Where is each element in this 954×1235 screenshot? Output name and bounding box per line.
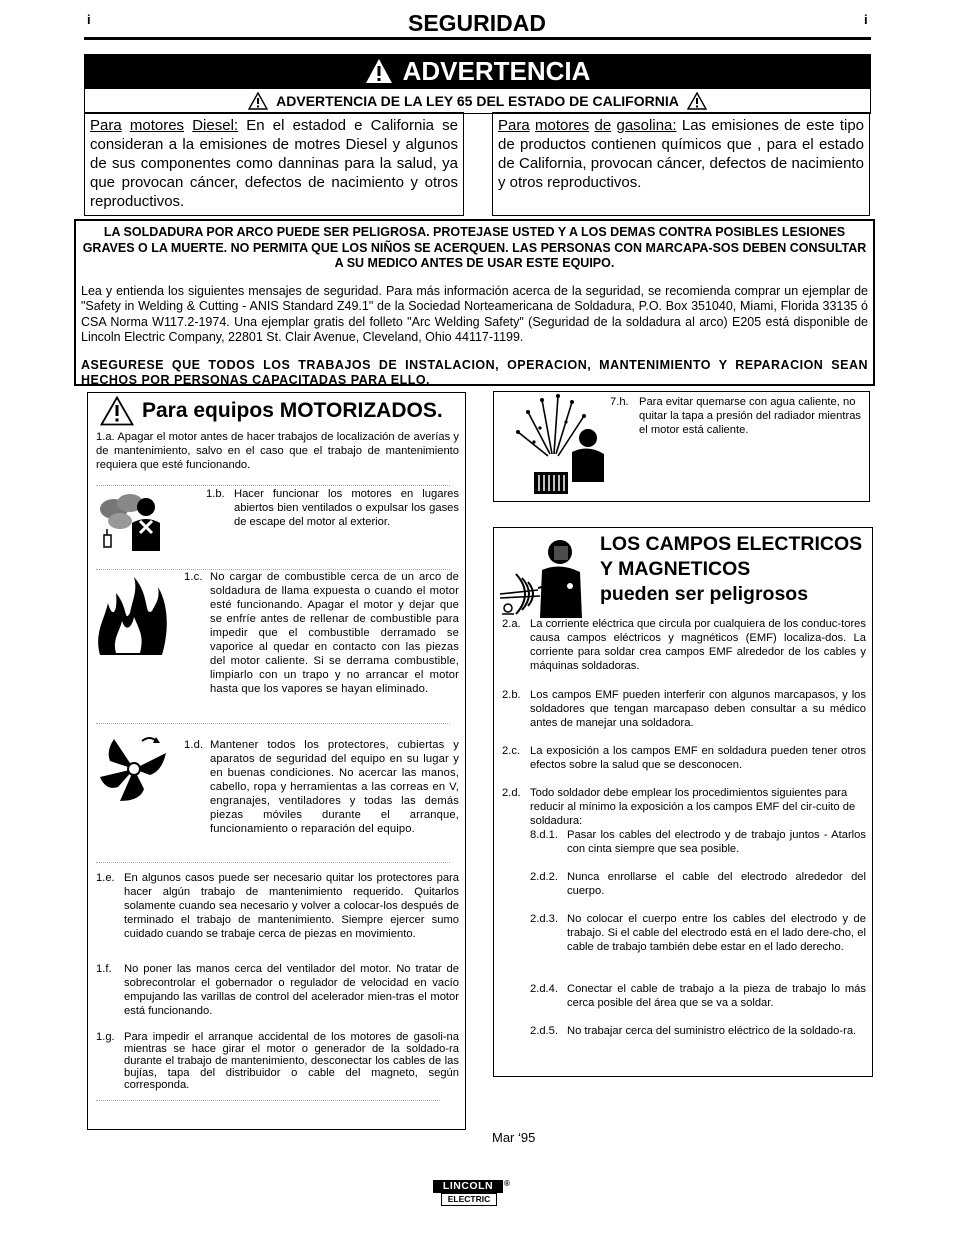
emf-section-title	[600, 532, 862, 607]
item-number: 2.d.5.	[530, 1025, 558, 1037]
diesel-warning-text: En el estadod e California se consideran a la emisiones de motres Diesel y algunos de sus componentes como danninas para la salud, ya que provocan cáncer, defectos de nacimiento y otros reproductivos.	[90, 117, 459, 210]
warning-triangle-icon	[100, 396, 134, 426]
engine-section-title: Para equipos MOTORIZADOS.	[142, 399, 443, 422]
item-text: No cargar de combustible cerca de un arco de soldadura de llama expuesta o cuando el motor esté funcionando. Apagar el motor y dejar que se enfríe antes de rellenar de combustible para impedir que el combustible derramado se vaporice al quedar en contacto con las piezas del motor caliente. Si se derrama combustible, limpiarlo con un trapo y no arrancar el motor hasta que los vapores se hayan eliminado.	[210, 571, 459, 695]
item-text: No trabajar cerca del suministro eléctrico de la soldado-ra.	[567, 1025, 857, 1037]
item-text: Conectar el cable de trabajo a la pieza de trabajo lo más cerca posible del área que se va a soldar.	[567, 983, 866, 1009]
sub-list-item	[530, 828, 866, 856]
list-item	[96, 962, 459, 1018]
hot-radiator-steam-icon	[512, 392, 604, 500]
logo-line2: ELECTRIC	[441, 1193, 497, 1206]
emf-title-line: Y MAGNETICOS	[600, 558, 751, 580]
logo-line1: LINCOLN	[433, 1180, 503, 1193]
diesel-lead-word: motores	[129, 117, 185, 134]
gasoline-warning-box	[492, 112, 870, 216]
page-number-left: i	[87, 12, 91, 27]
main-warning-footer: ASEGURESE QUE TODOS LOS TRABAJOS DE INSTALACION, OPERACION, MANTENIMIENTO Y REPARACION SEAN HECHOS POR PERSONAS CAPACITADAS PARA ELLO.	[81, 357, 868, 387]
radiator-warning-box	[493, 391, 870, 502]
item-number: 1.b.	[206, 488, 225, 500]
sub-list-item	[530, 982, 866, 1010]
divider	[96, 723, 450, 724]
gasoline-lead-word: gasolina:	[616, 117, 677, 134]
gasoline-warning-text: Las emisiones de este tipo de productos contienen químicos que , para el estado de California, provocan cáncer, defectos de nacimiento y otros reproductivos.	[498, 117, 865, 191]
item-text: No colocar el cuerpo entre los cables del electrodo y de trabajo. Si el cable del electrodo está en el lado dere-cho, el cable de trabajo también debe estar en el lado derecho.	[567, 913, 866, 953]
item-text: Hacer funcionar los motores en lugares abiertos bien ventilados o expulsar los gases de escape del motor al exterior.	[234, 488, 459, 528]
item-number: 1.e.	[96, 872, 115, 884]
item-text: Todo soldador debe emplear los procedimientos siguientes para reducir al mínimo la exposición a los campos EMF del cir-cuito de soldadura:	[530, 787, 856, 827]
california-warning-title: ADVERTENCIA DE LA LEY 65 DEL ESTADO DE CALIFORNIA	[276, 93, 679, 109]
item-text: Apagar el motor antes de hacer trabajos de localización de averías y de mantenimiento, salvo en el caso que el trabajo de mantenimiento requiera que esté funcionando.	[96, 431, 460, 471]
item-text: Nunca enrollarse el cable del electrodo alrededor del cuerpo.	[567, 871, 866, 897]
list-item	[96, 430, 459, 472]
item-text: Para evitar quemarse con agua caliente, no quitar la tapa a presión del radiador mientras el motor está caliente.	[639, 396, 862, 436]
emf-section	[493, 527, 873, 1077]
item-number: 1.g.	[96, 1031, 115, 1043]
item-number: 2.d.	[502, 787, 521, 799]
list-item	[610, 395, 866, 437]
diesel-lead-word: Para	[90, 117, 122, 134]
gasoline-lead-word: de	[594, 117, 612, 134]
warning-triangle-icon	[687, 92, 707, 110]
list-item	[96, 871, 459, 941]
emf-welder-icon	[498, 534, 594, 618]
fire-flame-icon	[94, 573, 170, 657]
engine-equipment-section	[87, 392, 466, 1130]
sub-list-item	[530, 870, 866, 898]
gasoline-lead-word: Para	[498, 117, 530, 134]
item-number: 2.c.	[502, 745, 521, 757]
item-text: Para impedir el arranque accidental de los motores de gasoli-na mientras se hace girar el motor o generador de la soldado-ra durante el trabajo de mantenimiento, desconectar los cables de las bujías, tapa del distribuidor o cable del magneto, según corresponda.	[124, 1031, 459, 1091]
warning-banner-text: ADVERTENCIA	[402, 55, 591, 86]
page-title: SEGURIDAD	[407, 10, 546, 36]
emf-title-line: LOS CAMPOS ELECTRICOS	[600, 533, 863, 555]
item-text: En algunos casos puede ser necesario quitar los protectores para hacer algún trabajo de mantenimiento requerido. Quitarlos solamente cuando sea necesario y volver a colocar-los después de terminado el trabajo de mantenimiento. Siempre ejercer sumo cuidado cuando se trabaje cerca de piezas en movimiento.	[124, 872, 459, 940]
sub-list-item	[530, 1024, 866, 1038]
list-item	[206, 487, 459, 529]
item-number: 8.d.1.	[530, 829, 558, 841]
california-warning-header	[84, 88, 871, 114]
item-number: 2.d.2.	[530, 871, 558, 883]
gasoline-lead-word: motores	[535, 117, 590, 134]
item-number: 1.a.	[96, 431, 115, 443]
item-number: 1.f.	[96, 963, 112, 975]
item-text: Pasar los cables del electrodo y de trabajo juntos - Atarlos con cinta siempre que sea posible.	[567, 829, 866, 855]
item-text: No poner las manos cerca del ventilador del motor. No tratar de sobrecontrolar el gobernador o regulador de velocidad en vacío empujando las varillas de control del acelerador mien-tras el motor está funcionando.	[124, 963, 459, 1017]
list-item	[502, 744, 866, 772]
divider	[96, 1100, 440, 1101]
item-number: 2.b.	[502, 689, 521, 701]
sub-list-item	[530, 912, 866, 954]
diesel-warning-box	[84, 112, 464, 216]
item-text: La corriente eléctrica que circula por cualquiera de los conduc-tores causa campos eléctricos y magnéticos (EMF) localiza-dos. La corriente para soldar crea campos EMF alrededor de los cables y máquinas soldadoras.	[530, 618, 866, 672]
list-item	[184, 738, 459, 836]
warning-banner	[84, 54, 871, 88]
logo-registered-mark: ®	[504, 1179, 510, 1188]
item-number: 7.h.	[610, 396, 629, 408]
lincoln-electric-logo	[433, 1180, 511, 1208]
page-number-right: i	[864, 12, 868, 27]
emf-title-line: pueden ser peligrosos	[600, 583, 809, 605]
list-item	[502, 617, 866, 673]
item-text: La exposición a los campos EMF en soldadura pueden tener otros efectos sobre la salud que se desconocen.	[530, 745, 866, 771]
item-text: Mantener todos los protectores, cubiertas y aparatos de seguridad del equipo en su lugar y en buenas condiciones. No acercar las manos, cabello, ropa y herramientas a las correas en V, engranajes, ventiladores y todas las demás piezas móviles durante el arranque, funcionamiento o reparación del equipo.	[210, 739, 459, 835]
warning-triangle-icon	[248, 92, 268, 110]
item-number: 2.d.4.	[530, 983, 558, 995]
engine-section-header	[100, 396, 443, 426]
item-number: 2.d.3.	[530, 913, 558, 925]
divider	[96, 862, 450, 863]
title-divider	[84, 37, 871, 40]
item-text: Los campos EMF pueden interferir con algunos marcapasos, y los soldadores que tengan marcapaso deben consultar a su médico antes de manejar una soldadora.	[530, 689, 866, 729]
main-warning-body: Lea y entienda los siguientes mensajes de seguridad. Para más información acerca de la seguridad, se recomienda comprar un ejemplar de "Safety in Welding & Cutting - ANIS Standard Z49.1" de la Sociedad Norteamericana de Soldadura, P.O. Box 351040, Miami, Florida 33135 ó CSA Norma W117.2-1974. Una ejemplar gratis del folleto "Arc Welding Safety" (Seguridad de la soldadura al arco) E205 está disponible de Lincoln Electric Company, 22801 St. Clair Avenue, Cleveland, Ohio 44117-1199.	[81, 283, 868, 344]
main-warning-box	[74, 219, 875, 386]
exhaust-fumes-icon	[96, 493, 168, 555]
item-number: 1.d.	[184, 739, 204, 751]
item-number: 2.a.	[502, 618, 521, 630]
diesel-lead-word: Diesel:	[192, 117, 239, 134]
list-item	[502, 688, 866, 730]
list-item	[502, 786, 866, 828]
item-number: 1.c.	[184, 571, 203, 583]
main-warning-heading: LA SOLDADURA POR ARCO PUEDE SER PELIGROSA. PROTEJASE USTED Y A LOS DEMAS CONTRA POSIBLES LESIONES GRAVES O LA MUERTE. NO PERMITA QUE LOS NIÑOS SE ACERQUEN. LAS PERSONAS CON MARCAPA-SOS DEBEN CONSULTAR A SU MEDICO ANTES DE USAR ESTE EQUIPO.	[82, 225, 867, 270]
divider	[96, 485, 450, 486]
moving-parts-fan-icon	[96, 731, 172, 807]
list-item	[184, 570, 459, 696]
revision-date: Mar ‘95	[492, 1130, 536, 1145]
warning-triangle-icon	[365, 58, 393, 84]
list-item	[96, 1031, 459, 1091]
